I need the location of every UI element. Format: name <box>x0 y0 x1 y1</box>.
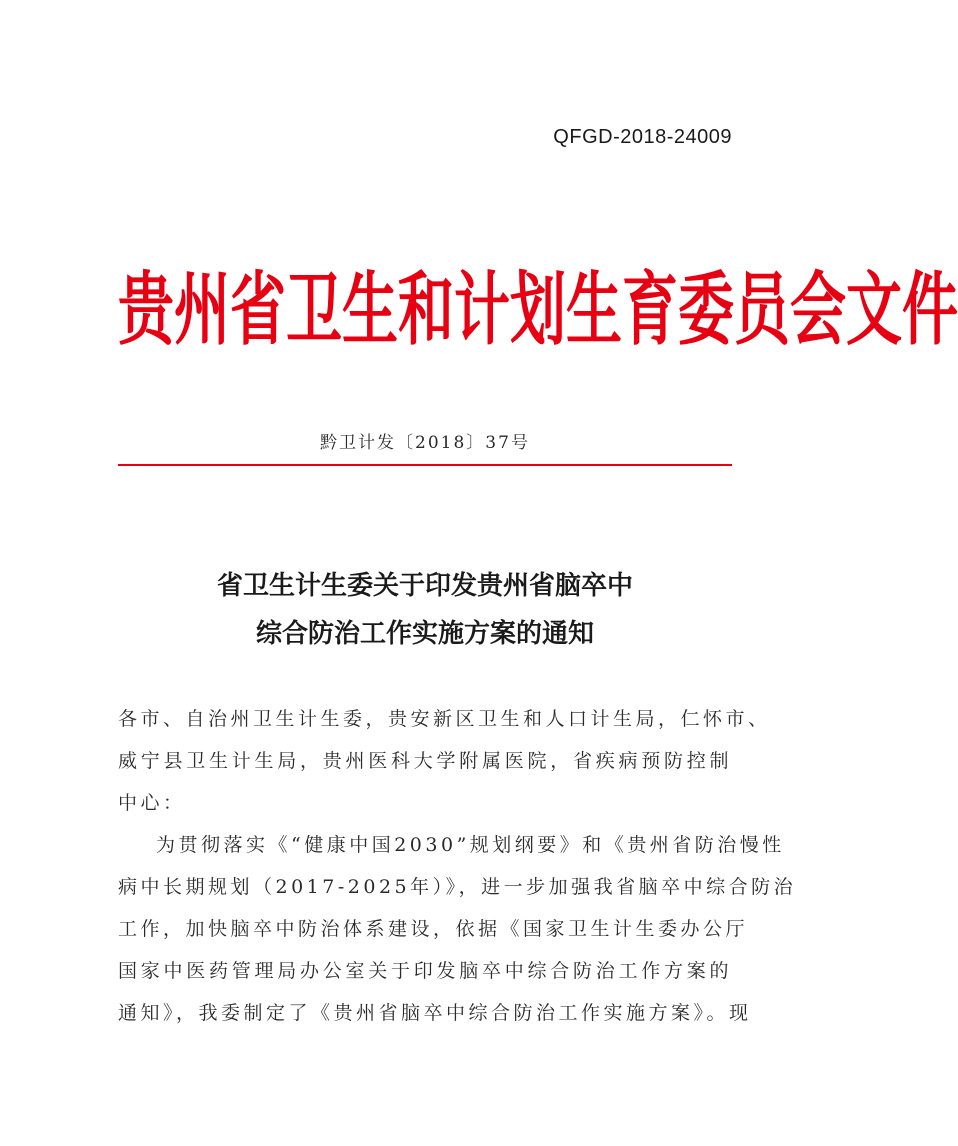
document-body <box>118 698 797 1034</box>
recipients-line: 各市、自治州卫生计生委，贵安新区卫生和人口计生局，仁怀市、 <box>118 708 771 730</box>
issuer-char: 员 <box>734 263 790 357</box>
issuer-char: 育 <box>622 263 678 357</box>
issuer-char: 划 <box>510 263 566 357</box>
issuer-char: 生 <box>342 263 398 357</box>
header-divider <box>118 464 732 466</box>
body-line: 病中长期规划（2017-2025年）》，进一步加强我省脑卒中综合防治 <box>118 876 797 898</box>
issuer-header <box>118 260 958 360</box>
recipients-line: 中心： <box>118 792 186 814</box>
title-line: 综合防治工作实施方案的通知 <box>255 619 594 649</box>
issuer-char: 省 <box>230 263 286 357</box>
issuer-char: 计 <box>454 263 510 357</box>
document-number: 黔卫计发〔2018〕37号 <box>320 433 530 453</box>
body-line: 工作，加快脑卒中防治体系建设，依据《国家卫生计生委办公厅 <box>118 918 749 940</box>
issuer-char: 文 <box>846 263 902 357</box>
issuer-char: 和 <box>398 263 454 357</box>
issuer-char: 州 <box>174 263 230 357</box>
issuer-char: 会 <box>790 263 846 357</box>
body-line: 通知》，我委制定了《贵州省脑卒中综合防治工作实施方案》。现 <box>118 1002 752 1024</box>
issuer-char: 卫 <box>286 263 342 357</box>
title-line: 省卫生计生委关于印发贵州省脑卒中 <box>216 571 633 601</box>
document-title <box>0 562 850 658</box>
issuer-char: 件 <box>902 263 958 357</box>
recipients-line: 威宁县卫生计生局，贵州医科大学附属医院，省疾病预防控制 <box>118 750 732 772</box>
body-line: 为贯彻落实《“健康中国2030”规划纲要》和《贵州省防治慢性 <box>156 834 785 856</box>
body-line: 国家中医药管理局办公室关于印发脑卒中综合防治工作方案的 <box>118 960 732 982</box>
issuer-char: 生 <box>566 263 622 357</box>
issuer-char: 贵 <box>118 263 174 357</box>
issuer-char: 委 <box>678 263 734 357</box>
document-code: QFGD-2018-24009 <box>553 126 732 148</box>
